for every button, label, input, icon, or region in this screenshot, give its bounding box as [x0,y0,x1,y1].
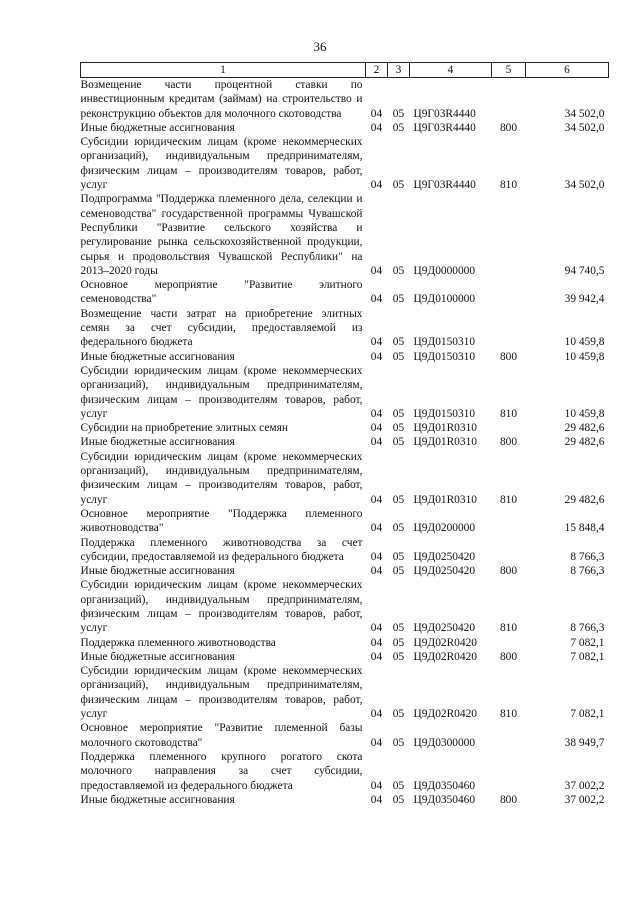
row-section: 04 [370,121,383,134]
row-expense-type [492,507,526,536]
row-name: Иные бюджетные ассигнования [80,650,235,663]
row-amount: 7 082,1 [570,650,605,663]
row-target-code: Ц9Г03R4440 [413,121,476,134]
row-name: Субсидии юридическим лицам (кроме некоммерческих организаций), индивидуальным предпринимателям, физическим лицам – производителям товаров, работ, услуг [80,665,363,721]
row-subsection: 05 [392,107,405,120]
row-section: 04 [370,293,383,306]
row-subsection: 05 [392,522,405,535]
header-col-6: 6 [526,63,609,78]
row-name: Субсидии юридическим лицам (кроме некоммерческих организаций), индивидуальным предпринимателям, физическим лицам – производителям товаров, работ, услуг [80,450,363,506]
row-section: 04 [370,493,383,506]
row-target-code: Ц9Г03R4440 [413,107,476,120]
row-target-code: Ц9Д0000000 [413,264,476,277]
row-name: Основное мероприятие "Развитие элитного семеноводства" [80,279,363,306]
row-name: Субсидии на приобретение элитных семян [80,422,288,435]
row-name: Иные бюджетные ассигнования [80,121,235,134]
table-row [81,536,609,565]
row-subsection: 05 [392,636,405,649]
row-target-code: Ц9Д0350460 [413,779,476,792]
row-target-code: Ц9Д0250420 [413,622,476,635]
row-target-code: Ц9Г03R4440 [413,179,476,192]
row-target-code: Ц9Д01R0310 [413,493,477,506]
row-section: 04 [370,522,383,535]
page-number: 36 [313,39,327,54]
row-amount: 10 459,8 [564,407,605,420]
row-amount: 15 848,4 [564,522,605,535]
table-row [81,421,609,435]
row-expense-type: 800 [499,565,518,578]
row-name: Иные бюджетные ассигнования [80,565,235,578]
row-target-code: Ц9Д0100000 [413,293,476,306]
row-target-code: Ц9Д0250420 [413,550,476,563]
row-subsection: 05 [392,436,405,449]
row-amount: 94 740,5 [564,264,605,277]
row-target-code: Ц9Д02R0420 [413,708,477,721]
row-amount: 29 482,6 [564,436,605,449]
table-row [81,192,609,278]
row-subsection: 05 [392,779,405,792]
row-name: Основное мероприятие "Поддержка племенного животноводства" [80,507,363,535]
row-amount: 37 002,2 [564,793,605,806]
row-expense-type: 810 [499,622,518,635]
row-target-code: Ц9Д0300000 [413,736,476,749]
row-expense-type [492,536,526,565]
row-expense-type: 800 [499,436,518,449]
row-name: Иные бюджетные ассигнования [80,793,235,806]
table-row [81,721,609,750]
row-amount: 29 482,6 [564,493,605,506]
row-expense-type [492,721,526,750]
table-row [81,750,609,793]
table-row [81,664,609,721]
row-section: 04 [370,336,383,349]
row-expense-type [492,636,526,650]
row-expense-type: 810 [499,179,518,192]
row-subsection: 05 [392,179,405,192]
row-name: Субсидии юридическим лицам (кроме некоммерческих организаций), индивидуальным предпринимателям, физическим лицам – производителям товаров, работ, услуг [80,364,363,420]
row-subsection: 05 [392,121,405,134]
row-expense-type [492,750,526,793]
row-amount: 7 082,1 [570,708,605,721]
header-col-4: 4 [410,63,492,78]
table-row [81,636,609,650]
row-section: 04 [370,407,383,420]
table-row [81,435,609,449]
row-section: 04 [370,736,383,749]
row-subsection: 05 [392,422,405,435]
table-row [81,793,609,807]
row-amount: 39 942,4 [564,293,605,306]
row-expense-type [492,307,526,350]
row-expense-type: 810 [499,708,518,721]
row-name: Иные бюджетные ассигнования [80,350,235,363]
table-row [81,350,609,364]
row-expense-type [492,192,526,278]
row-amount: 7 082,1 [570,636,605,649]
row-name: Возмещение части затрат на приобретение элитных семян за счет субсидии, предоставляемой из федерального бюджета [80,307,363,349]
row-subsection: 05 [392,293,405,306]
row-name: Подпрограмма "Поддержка племенного дела, селекции и семеноводства" государственной программы Чувашской Республики "Развитие сельского хозяйства и регулирование рынка сельскохозяйственной продукции, сырья и продовольствия Чувашской Республики" на 2013–2020 годы [80,193,363,277]
row-section: 04 [370,779,383,792]
row-amount: 29 482,6 [564,422,605,435]
row-name: Поддержка племенного животноводства за счет субсидии, предоставляемой из федерального бюджета [80,536,363,563]
row-subsection: 05 [392,493,405,506]
row-section: 04 [370,708,383,721]
row-subsection: 05 [392,264,405,277]
row-target-code: Ц9Д0350460 [413,793,476,806]
row-target-code: Ц9Д0150310 [413,336,476,349]
row-subsection: 05 [392,550,405,563]
row-section: 04 [370,793,383,806]
table-row [81,78,609,121]
row-amount: 34 502,0 [564,107,605,120]
row-target-code: Ц9Д01R0310 [413,436,477,449]
row-name: Поддержка племенного животноводства [80,636,276,649]
table-header-row [81,63,609,78]
row-amount: 10 459,8 [564,350,605,363]
row-subsection: 05 [392,650,405,663]
row-expense-type: 800 [499,650,518,663]
row-subsection: 05 [392,336,405,349]
row-section: 04 [370,436,383,449]
row-subsection: 05 [392,350,405,363]
row-section: 04 [370,179,383,192]
table-row [81,278,609,307]
row-section: 04 [370,636,383,649]
row-expense-type [492,278,526,307]
table-row [81,450,609,507]
row-expense-type [492,421,526,435]
row-subsection: 05 [392,793,405,806]
row-amount: 8 766,3 [570,550,605,563]
row-section: 04 [370,422,383,435]
table-row [81,135,609,192]
row-amount: 8 766,3 [570,565,605,578]
row-amount: 8 766,3 [570,622,605,635]
row-expense-type: 800 [499,350,518,363]
row-section: 04 [370,550,383,563]
table-row [81,121,609,135]
row-name: Возмещение части процентной ставки по инвестиционным кредитам (займам) на строительство и реконструкцию объектов для молочного скотоводства [80,79,363,120]
row-amount: 10 459,8 [564,336,605,349]
row-section: 04 [370,350,383,363]
row-name: Субсидии юридическим лицам (кроме некоммерческих организаций), индивидуальным предпринимателям, физическим лицам – производителям товаров, работ, услуг [80,579,363,635]
row-expense-type: 800 [499,121,518,134]
row-expense-type: 800 [499,793,518,806]
header-col-5: 5 [492,63,526,78]
row-name: Иные бюджетные ассигнования [80,436,235,449]
row-target-code: Ц9Д02R0420 [413,650,477,663]
row-target-code: Ц9Д0150310 [413,350,476,363]
row-expense-type: 810 [499,407,518,420]
row-section: 04 [370,622,383,635]
row-amount: 38 949,7 [564,736,605,749]
header-col-3: 3 [388,63,410,78]
row-target-code: Ц9Д0200000 [413,522,476,535]
row-amount: 37 002,2 [564,779,605,792]
row-target-code: Ц9Д02R0420 [413,636,477,649]
row-section: 04 [370,565,383,578]
table-row [81,650,609,664]
row-name: Поддержка племенного крупного рогатого скота молочного направления за счет субсидии, предоставляемой из федерального бюджета [80,750,363,792]
header-col-1: 1 [81,63,366,78]
table-row [81,578,609,635]
row-subsection: 05 [392,708,405,721]
row-expense-type: 810 [499,493,518,506]
row-target-code: Ц9Д0250420 [413,565,476,578]
table-row [81,564,609,578]
row-name: Субсидии юридическим лицам (кроме некоммерческих организаций), индивидуальным предпринимателям, физическим лицам – производителям товаров, работ, услуг [80,136,363,192]
row-name: Основное мероприятие "Развитие племенной базы молочного скотоводства" [80,722,363,749]
row-section: 04 [370,650,383,663]
row-subsection: 05 [392,622,405,635]
row-target-code: Ц9Д0150310 [413,407,476,420]
budget-table [80,62,609,807]
table-row [81,307,609,350]
row-subsection: 05 [392,565,405,578]
table-row [81,507,609,536]
row-amount: 34 502,0 [564,179,605,192]
row-section: 04 [370,107,383,120]
table-row [81,364,609,421]
row-section: 04 [370,264,383,277]
row-amount: 34 502,0 [564,121,605,134]
row-subsection: 05 [392,407,405,420]
row-expense-type [492,78,526,121]
row-target-code: Ц9Д01R0310 [413,422,477,435]
header-col-2: 2 [366,63,388,78]
row-subsection: 05 [392,736,405,749]
